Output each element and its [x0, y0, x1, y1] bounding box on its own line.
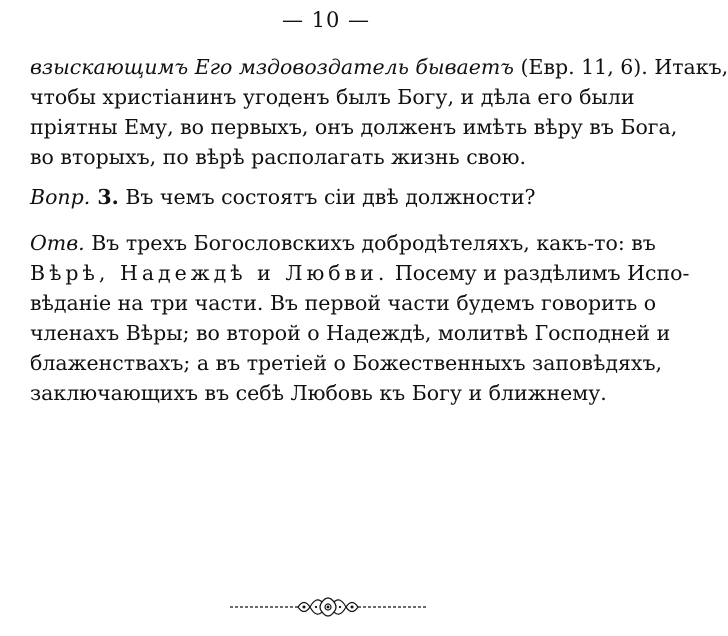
- decorative-tailpiece-icon: [228, 592, 428, 622]
- paragraph-continuation: [30, 52, 728, 172]
- text-line: [30, 52, 728, 82]
- spaced-virtues: Вѣрѣ, Надеждѣ и Любви.: [30, 261, 389, 285]
- text-line: членахъ Вѣры; во второй о Надеждѣ, молитвѣ Господней и: [30, 321, 671, 345]
- answer-text: Въ трехъ Богословскихъ добродѣтеляхъ, какъ-то: въ: [84, 231, 656, 255]
- text-line: пріятны Ему, во первыхъ, онъ долженъ имѣть вѣру въ Бога,: [30, 115, 678, 139]
- text-line: вѣданіе на три части. Въ первой части будемъ говорить о: [30, 291, 657, 315]
- text-line: чтобы христіанинъ угоденъ былъ Богу, и дѣла его были: [30, 85, 635, 109]
- answer-paragraph: [30, 228, 690, 408]
- text-line: во вторыхъ, по вѣрѣ располагать жизнь свою.: [30, 145, 526, 169]
- question-paragraph: [30, 182, 613, 212]
- text-line: блаженствахъ; а въ третіей о Божественныхъ заповѣдяхъ,: [30, 351, 662, 375]
- text-line: [30, 258, 690, 288]
- italic-quote: взыскающимъ Его мздовоздатель бываетъ: [30, 55, 514, 79]
- text-line: [30, 182, 613, 212]
- scripture-reference: (Евр. 11, 6). Итакъ,: [513, 55, 728, 79]
- text-line: заключающихъ въ себѣ Любовь къ Богу и ближнему.: [30, 381, 607, 405]
- question-number: 3.: [90, 185, 119, 209]
- text-line: [30, 228, 656, 258]
- question-text: Въ чемъ состоятъ сіи двѣ должности?: [118, 185, 536, 209]
- question-label: Вопр.: [30, 185, 91, 209]
- answer-text: Посему и раздѣлимъ Испо-: [388, 261, 690, 285]
- answer-label: Отв.: [30, 231, 85, 255]
- page-number: — 10 —: [281, 8, 371, 32]
